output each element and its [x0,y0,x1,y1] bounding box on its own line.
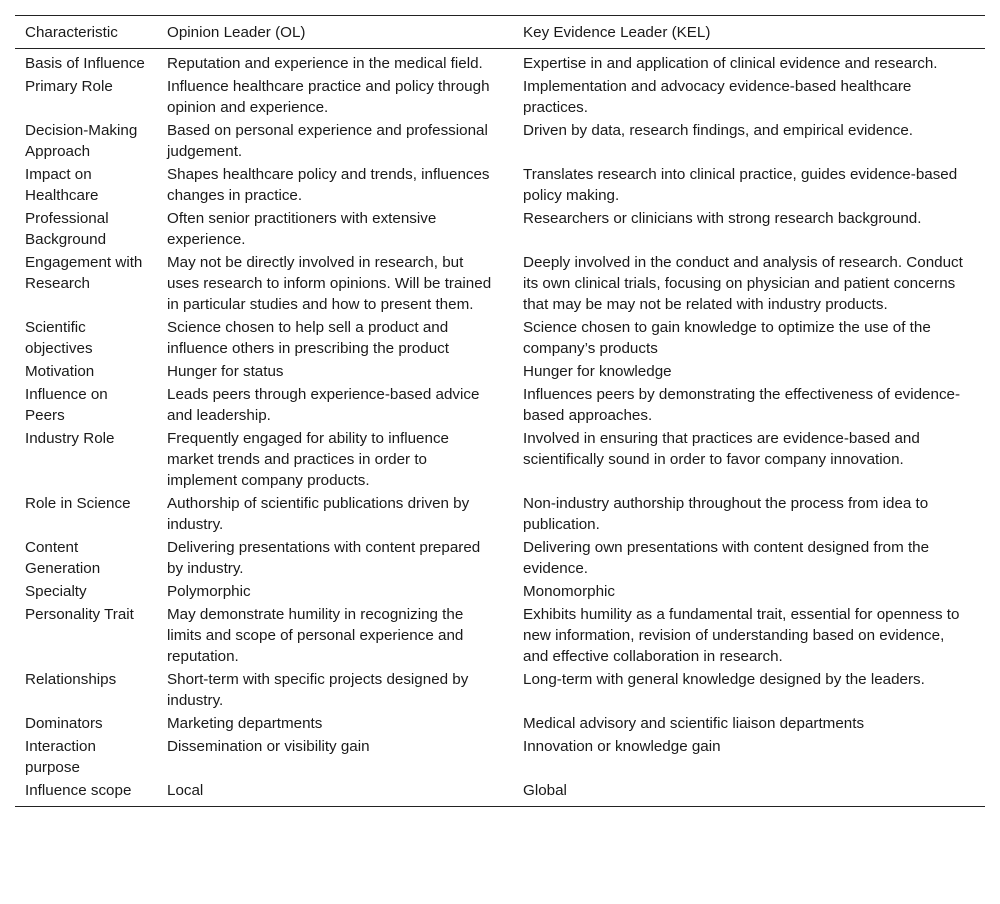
kel-cell: Global [523,782,567,799]
kel-cell: Influences peers by demonstrating the effectiveness of evidence-based approaches. [523,386,961,424]
characteristic-cell: Content Generation [25,539,101,577]
characteristic-cell: Impact on Healthcare [25,166,99,204]
table-row [15,779,985,807]
characteristic-cell: Motivation [25,363,95,380]
ol-cell: Delivering presentations with content prepared by industry. [167,539,481,577]
characteristic-cell: Decision-Making Approach [25,122,138,160]
table-row [15,75,985,119]
header-row [15,16,985,49]
table-body [15,49,985,807]
header-key-evidence-leader: Key Evidence Leader (KEL) [523,24,711,41]
kel-cell: Science chosen to gain knowledge to optimize the use of the company’s products [523,319,931,357]
table-row [15,735,985,779]
characteristic-cell: Interaction purpose [25,738,96,776]
table-header [15,16,985,49]
characteristic-cell: Scientific objectives [25,319,93,357]
characteristic-cell: Industry Role [25,430,115,447]
ol-cell: Local [167,782,204,799]
characteristic-cell: Role in Science [25,495,131,512]
table-row [15,251,985,316]
table-row [15,383,985,427]
characteristic-cell: Specialty [25,583,87,600]
kel-cell: Hunger for knowledge [523,363,672,380]
table-row [15,712,985,735]
characteristic-cell: Engagement with Research [25,254,143,292]
table-row [15,603,985,668]
characteristic-cell: Professional Background [25,210,109,248]
ol-cell: Dissemination or visibility gain [167,738,370,755]
kel-cell: Involved in ensuring that practices are evidence-based and scientifically sound in order to favor company innovation. [523,430,920,468]
table-row [15,49,985,76]
table-row [15,360,985,383]
header-opinion-leader: Opinion Leader (OL) [167,24,306,41]
kel-cell: Long-term with general knowledge designed by the leaders. [523,671,925,688]
ol-cell: Frequently engaged for ability to influence market trends and practices in order to implement company products. [167,430,449,489]
ol-cell: Short-term with specific projects designed by industry. [167,671,469,709]
characteristic-cell: Personality Trait [25,606,134,623]
kel-cell: Innovation or knowledge gain [523,738,721,755]
ol-cell: Leads peers through experience-based advice and leadership. [167,386,480,424]
characteristic-cell: Primary Role [25,78,113,95]
table-row [15,668,985,712]
table-row [15,163,985,207]
kel-cell: Driven by data, research findings, and empirical evidence. [523,122,914,139]
ol-cell: Reputation and experience in the medical field. [167,55,483,72]
kel-cell: Expertise in and application of clinical evidence and research. [523,55,938,72]
ol-cell: Influence healthcare practice and policy through opinion and experience. [167,78,490,116]
kel-cell: Non-industry authorship throughout the process from idea to publication. [523,495,929,533]
ol-cell: Based on personal experience and professional judgement. [167,122,488,160]
ol-cell: May demonstrate humility in recognizing the limits and scope of personal experience and reputation. [167,606,464,665]
characteristic-cell: Basis of Influence [25,55,145,72]
kel-cell: Delivering own presentations with content designed from the evidence. [523,539,930,577]
table-row [15,119,985,163]
header-characteristic: Characteristic [25,24,118,41]
comparison-table [15,15,985,807]
characteristic-cell: Influence on Peers [25,386,108,424]
kel-cell: Medical advisory and scientific liaison departments [523,715,865,732]
ol-cell: Science chosen to help sell a product and influence others in prescribing the product [167,319,449,357]
table-row [15,316,985,360]
kel-cell: Translates research into clinical practice, guides evidence-based policy making. [523,166,958,204]
table-row [15,427,985,492]
kel-cell: Exhibits humility as a fundamental trait, essential for openness to new information, revision of understanding based on evidence, and effective collaboration in research. [523,606,960,665]
ol-cell: May not be directly involved in research, but uses research to inform opinions. Will be trained in particular studies and how to present them. [167,254,492,313]
table-row [15,580,985,603]
ol-cell: Hunger for status [167,363,284,380]
ol-cell: Marketing departments [167,715,323,732]
characteristic-cell: Dominators [25,715,103,732]
ol-cell: Authorship of scientific publications driven by industry. [167,495,470,533]
kel-cell: Deeply involved in the conduct and analysis of research. Conduct its own clinical trials, focusing on physician and patient concerns that may be may not be related with industry products. [523,254,963,313]
characteristic-cell: Influence scope [25,782,132,799]
kel-cell: Implementation and advocacy evidence-based healthcare practices. [523,78,912,116]
ol-cell: Often senior practitioners with extensive experience. [167,210,437,248]
table-row [15,492,985,536]
ol-cell: Shapes healthcare policy and trends, influences changes in practice. [167,166,490,204]
table-row [15,536,985,580]
characteristic-cell: Relationships [25,671,117,688]
kel-cell: Researchers or clinicians with strong research background. [523,210,922,227]
kel-cell: Monomorphic [523,583,616,600]
ol-cell: Polymorphic [167,583,251,600]
table-row [15,207,985,251]
